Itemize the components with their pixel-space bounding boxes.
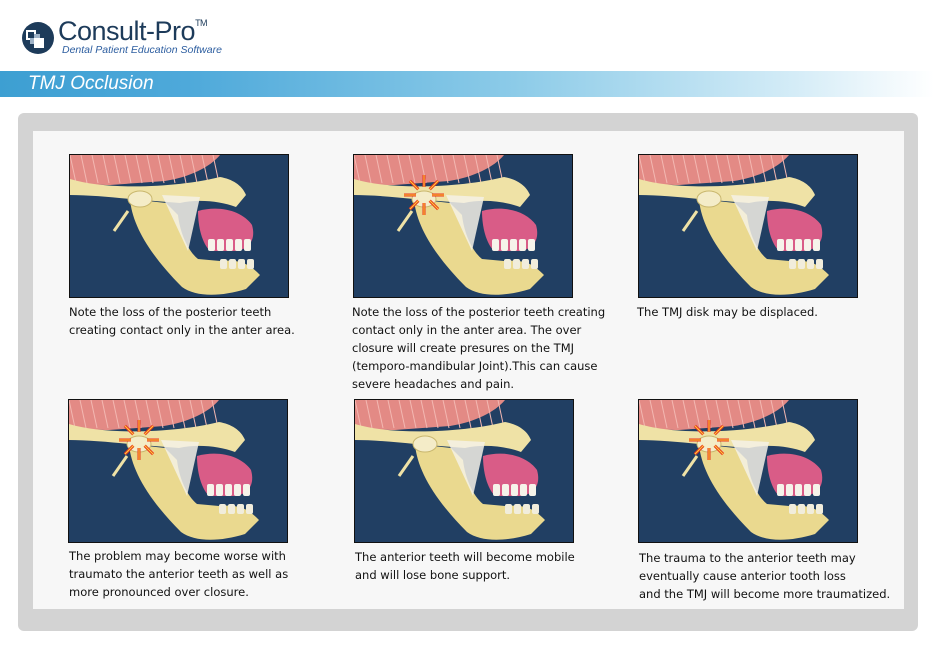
- tmj-illustration-2: [353, 154, 573, 298]
- tmj-illustration-1: [69, 154, 289, 298]
- consult-pro-logo: [20, 16, 230, 60]
- tmj-illustration-6: [638, 399, 858, 543]
- caption-3: The TMJ disk may be displaced.: [637, 305, 818, 319]
- caption-5: The anterior teeth will become mobile and will lose bone support.: [355, 550, 575, 582]
- logo-title: Consult-Pro™: [58, 16, 208, 46]
- page-title: TMJ Occlusion: [28, 73, 154, 94]
- skull-jaw-drawing: [354, 155, 572, 297]
- skull-jaw-drawing: [639, 155, 857, 297]
- tmj-illustration-4: [68, 399, 288, 543]
- logo-trademark: TM: [195, 18, 208, 28]
- caption-2: Note the loss of the posterior teeth creating contact only in the anter area. The over closure will create presures on the TMJ (temporo-mandibular Joint).This can cause severe headaches and pain.: [352, 305, 606, 391]
- logo-mark-icon: [20, 18, 56, 56]
- skull-jaw-drawing: [70, 155, 288, 297]
- caption-6: The trauma to the anterior teeth may eventually cause anterior tooth loss and the TMJ will become more traumatized.: [639, 551, 891, 601]
- tmj-illustration-3: [638, 154, 858, 298]
- skull-jaw-drawing: [69, 400, 287, 542]
- caption-4: The problem may become worse with traumato the anterior teeth as well as more pronounced over closure.: [69, 549, 289, 599]
- logo-subtitle: Dental Patient Education Software: [62, 44, 222, 56]
- skull-jaw-drawing: [355, 400, 573, 542]
- title-bar: [0, 71, 934, 97]
- caption-1: Note the loss of the posterior teeth creating contact only in the anter area.: [69, 305, 295, 337]
- skull-jaw-drawing: [639, 400, 857, 542]
- tmj-illustration-5: [354, 399, 574, 543]
- header: [0, 0, 934, 70]
